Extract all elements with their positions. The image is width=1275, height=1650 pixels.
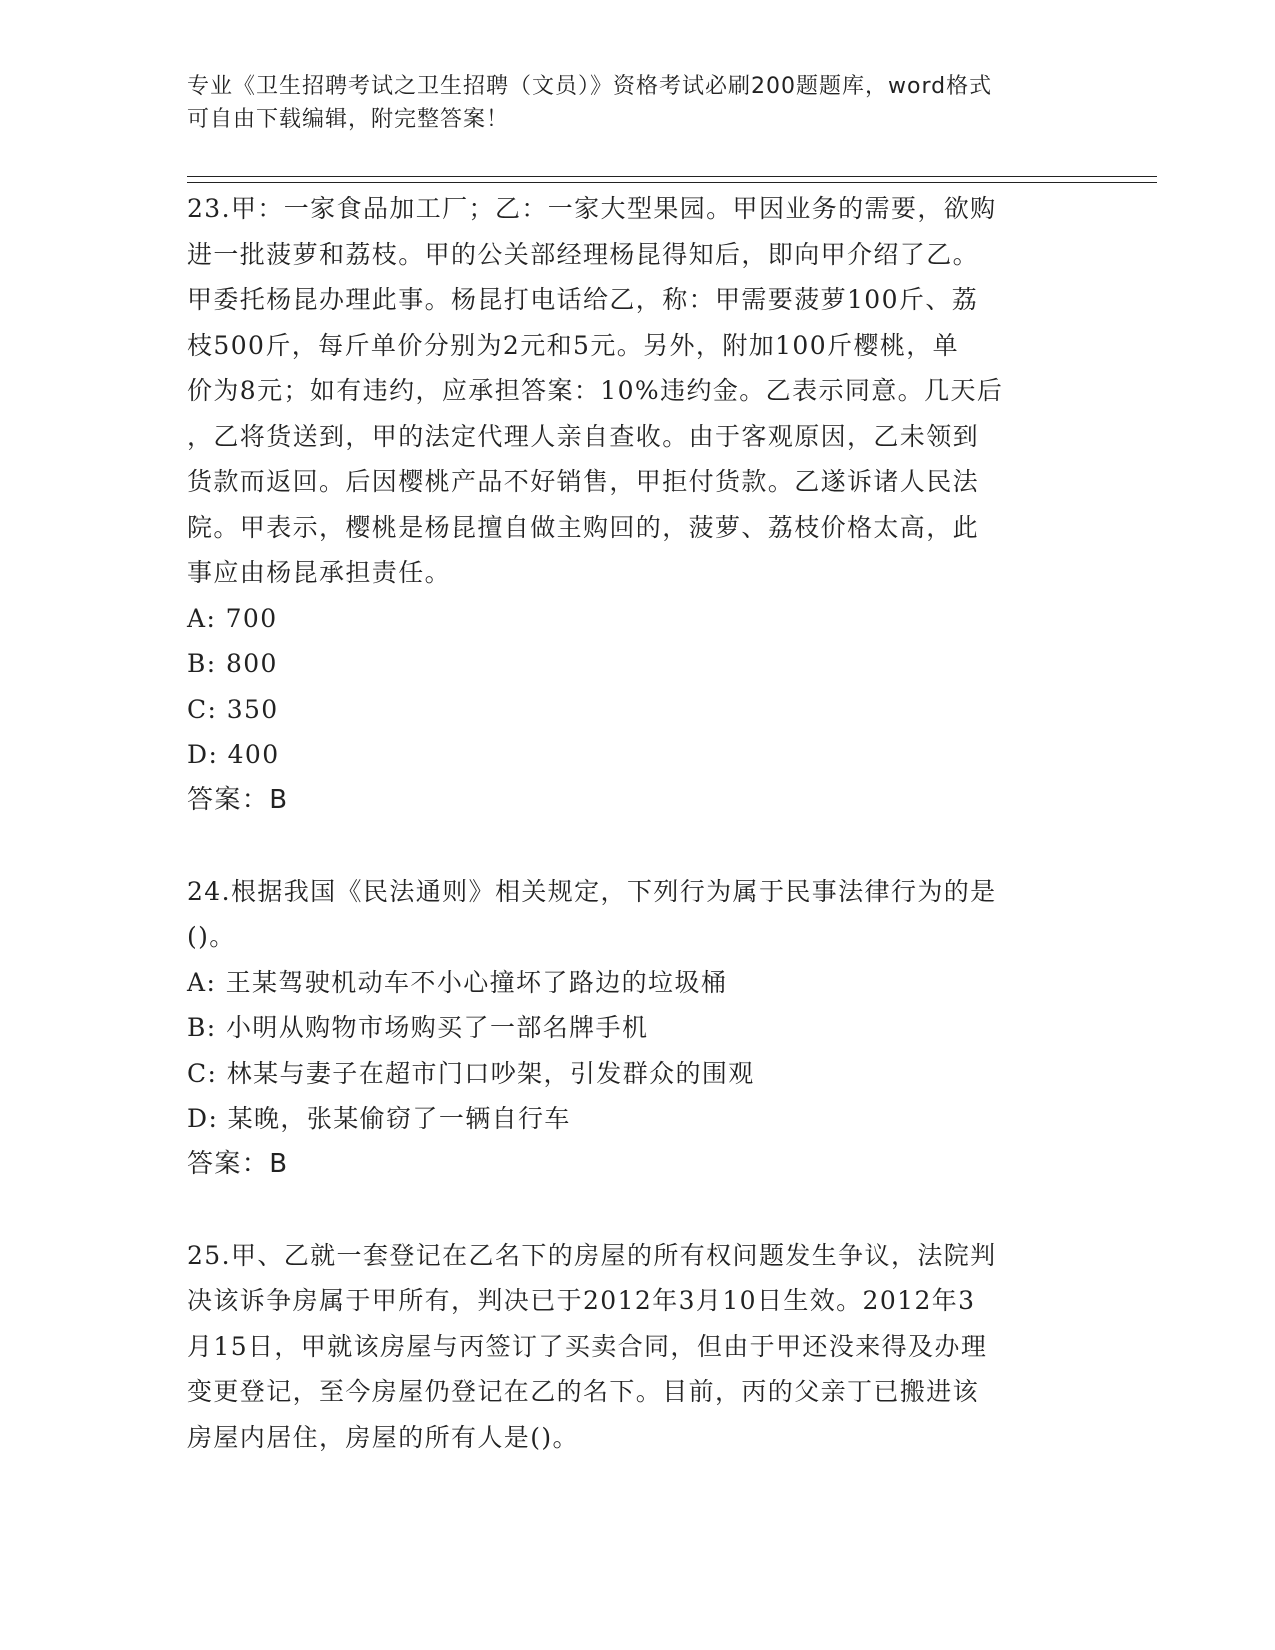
stem-line: 进一批菠萝和荔枝。甲的公关部经理杨昆得知后，即向甲介绍了乙。 (187, 239, 980, 269)
stem-line: 24.根据我国《民法通则》相关规定，下列行为属于民事法律行为的是 (187, 876, 997, 906)
header-line-1: 专业《卫生招聘考试之卫生招聘（文员）》资格考试必刷200题题库，word格式 (187, 74, 993, 99)
stem-line: 货款而返回。后因樱桃产品不好销售，甲拒付货款。乙遂诉诸人民法 (187, 467, 980, 496)
question-23 (187, 186, 1077, 823)
option-a: A: 王某驾驶机动车不小心撞坏了路边的垃圾桶 (187, 967, 728, 997)
option-b: B: 800 (187, 649, 278, 678)
header-line-2: 可自由下载编辑，附完整答案！ (187, 107, 510, 132)
question-stem (187, 186, 1077, 596)
stem-line: 25.甲、乙就一套登记在乙名下的房屋的所有权问题发生争议，法院判 (187, 1240, 997, 1270)
stem-line: 决该诉争房属于甲所有，判决已于2012年3月10日生效。2012年3 (187, 1286, 976, 1315)
stem-line: 价为8元；如有违约，应承担答案：10%违约金。乙表示同意。几天后 (187, 376, 1004, 405)
header-divider-bottom (187, 182, 1157, 183)
question-25 (187, 1233, 1077, 1461)
question-stem (187, 869, 1077, 960)
option-d: D: 400 (187, 740, 280, 769)
option-a: A: 700 (187, 603, 278, 633)
question-24 (187, 869, 1077, 1188)
option-d: D: 某晚，张某偷窃了一辆自行车 (187, 1104, 571, 1133)
stem-line: 枝500斤，每斤单价分别为2元和5元。另外，附加100斤樱桃，单 (187, 330, 960, 360)
stem-line: 院。甲表示，樱桃是杨昆擅自做主购回的，菠萝、荔枝价格太高，此 (187, 512, 980, 542)
option-c: C: 林某与妻子在超市门口吵架，引发群众的围观 (187, 1058, 755, 1088)
stem-line: 房屋内居住，房屋的所有人是()。 (187, 1422, 579, 1452)
answer: 答案：B (187, 784, 289, 815)
answer: 答案：B (187, 1148, 289, 1179)
stem-line: 变更登记，至今房屋仍登记在乙的名下。目前，丙的父亲丁已搬进该 (187, 1377, 980, 1406)
spacer (187, 823, 1077, 869)
header-divider-top (187, 176, 1157, 177)
document-header (187, 70, 1067, 136)
question-list (187, 186, 1077, 1460)
stem-line: 事应由杨昆承担责任。 (187, 558, 452, 587)
stem-line: ，乙将货送到，甲的法定代理人亲自查收。由于客观原因，乙未领到 (187, 421, 980, 451)
stem-line: 23.甲：一家食品加工厂；乙：一家大型果园。甲因业务的需要，欲购 (187, 194, 997, 223)
stem-line: 甲委托杨昆办理此事。杨昆打电话给乙，称：甲需要菠萝100斤、荔 (187, 285, 979, 314)
stem-line: 月15日，甲就该房屋与丙签订了买卖合同，但由于甲还没来得及办理 (187, 1331, 988, 1361)
stem-line: ()。 (187, 922, 236, 951)
question-stem (187, 1233, 1077, 1461)
option-c: C: 350 (187, 694, 279, 724)
option-b: B: 小明从购物市场购买了一部名牌手机 (187, 1013, 649, 1042)
spacer (187, 1187, 1077, 1233)
